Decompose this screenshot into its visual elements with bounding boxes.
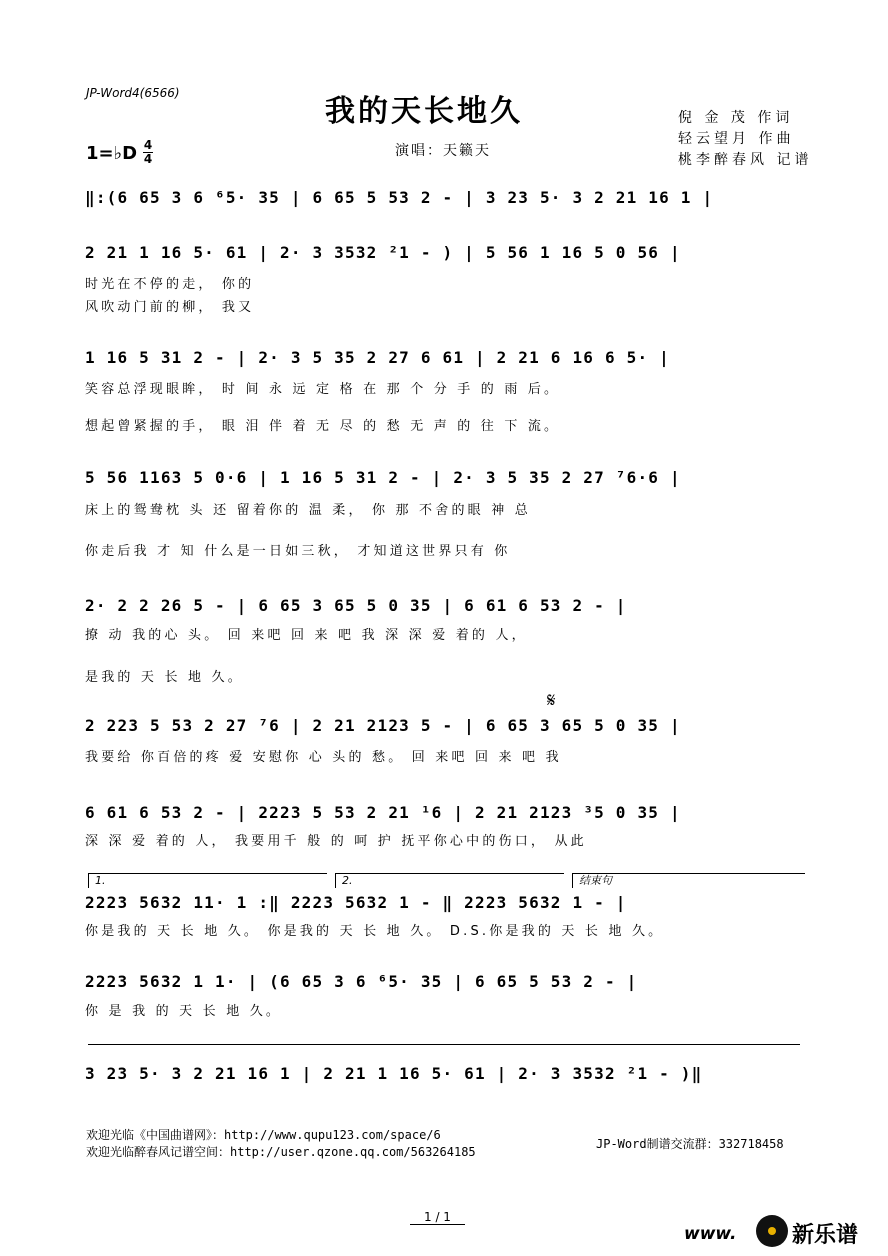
lyrics-verse-1: 深 深 爱 着的 人， 我要用千 般 的 呵 护 抚平你心中的伤口， 从此 [85, 834, 587, 849]
footer-link-qupu[interactable]: 欢迎光临《中国曲谱网》：http://www.qupu123.com/space/6 [86, 1128, 441, 1142]
volta-coda: 结束句 [572, 873, 805, 888]
segno-sign: 𝄋 [547, 688, 556, 712]
page-number: 1 / 1 [410, 1210, 465, 1225]
notes-line: 5 56 1163 5 0·6 | 1 16 5 31 2 - | 2· 3 5 35 2 27 ⁷6·6 | [85, 468, 681, 487]
logo-name: 新乐谱 [792, 1223, 859, 1248]
closing-bracket-line [88, 1044, 800, 1045]
footer-group: JP-Word制谱交流群：332718458 [596, 1137, 784, 1151]
volta-second-ending: 2. [335, 873, 564, 888]
song-title: 我的天长地久 [325, 94, 523, 129]
notes-line: 2 21 1 16 5· 61 | 2· 3 3532 ²1 - ) | 5 56 1 16 5 0 56 | [85, 243, 681, 262]
lyrics-verse-1: 笑容总浮现眼眸， 时 间 永 远 定 格 在 那 个 分 手 的 雨 后。 [85, 382, 561, 397]
notes-line: 2223 5632 1 1· | (6 65 3 6 ⁶5· 35 | 6 65 5 53 2 - | [85, 972, 638, 991]
logo-www: www. [684, 1224, 737, 1244]
volta-first-ending: 1. [88, 873, 327, 888]
notes-line: 2· 2 2 26 5 - | 6 65 3 65 5 0 35 | 6 61 6 53 2 - | [85, 596, 627, 615]
footer-link-qzone[interactable]: 欢迎光临醉春风记谱空间：http://user.qzone.qq.com/563264185 [86, 1145, 476, 1159]
site-logo[interactable] [684, 1212, 884, 1252]
time-bottom: 4 [143, 152, 153, 166]
lyrics-verse-2: 你走后我 才 知 什么是一日如三秋， 才知道这世界只有 你 [85, 544, 511, 559]
lyrics-verse-1: 撩 动 我的心 头。 回 来吧 回 来 吧 我 深 深 爱 着的 人， [85, 628, 528, 643]
software-tag: JP-Word4(6566) [86, 86, 180, 100]
notes-line: 3 23 5· 3 2 21 16 1 | 2 21 1 16 5· 61 | 2· 3 3532 ²1 - )‖ [85, 1064, 703, 1083]
singer: 演唱：天籁天 [395, 143, 491, 159]
notes-line: 2 223 5 53 2 27 ⁷6 | 2 21 2123 5 - | 6 65 3 65 5 0 35 | [85, 716, 681, 735]
footer-links [86, 1127, 476, 1161]
lyrics-verse-1: 你是我的 天 长 地 久。 你是我的 天 长 地 久。 D.S.你是我的 天 长 地 久。 [85, 924, 665, 939]
lyrics-verse-1: 床上的鸳鸯枕 头 还 留着你的 温 柔， 你 那 不舍的眼 神 总 [85, 503, 531, 518]
credit-composer: 轻云望月 作曲 [678, 131, 795, 147]
credits [678, 108, 812, 171]
notes-line: 6 61 6 53 2 - | 2223 5 53 2 21 ¹6 | 2 21 2123 ³5 0 35 | [85, 803, 681, 822]
record-disc-icon [756, 1215, 788, 1247]
key-signature: 1=♭D [86, 143, 138, 164]
lyrics-verse-1: 我要给 你百倍的疼 爱 安慰你 心 头的 愁。 回 来吧 回 来 吧 我 [85, 750, 562, 765]
credit-transcriber: 桃李醉春风 记谱 [678, 152, 813, 168]
lyrics-verse-2: 是我的 天 长 地 久。 [85, 670, 244, 685]
time-top: 4 [143, 138, 153, 152]
lyrics-verse-2: 风吹动门前的柳， 我又 [85, 300, 255, 315]
lyrics-verse-2: 想起曾紧握的手， 眼 泪 伴 着 无 尽 的 愁 无 声 的 往 下 流。 [85, 419, 561, 434]
notes-line: ‖:(6 65 3 6 ⁶5· 35 | 6 65 5 53 2 - | 3 23 5· 3 2 21 16 1 | [85, 188, 714, 207]
lyrics-verse-1: 时光在不停的走， 你的 [85, 277, 255, 292]
time-signature [143, 140, 153, 165]
notes-line: 2223 5632 11· 1 :‖ 2223 5632 1 - ‖ 2223 5632 1 - | [85, 893, 627, 912]
notes-line: 1 16 5 31 2 - | 2· 3 5 35 2 27 6 61 | 2 21 6 16 6 5· | [85, 348, 670, 367]
lyrics-verse-1: 你 是 我 的 天 长 地 久。 [85, 1004, 283, 1019]
credit-lyricist: 倪 金 茂 作词 [678, 110, 794, 126]
